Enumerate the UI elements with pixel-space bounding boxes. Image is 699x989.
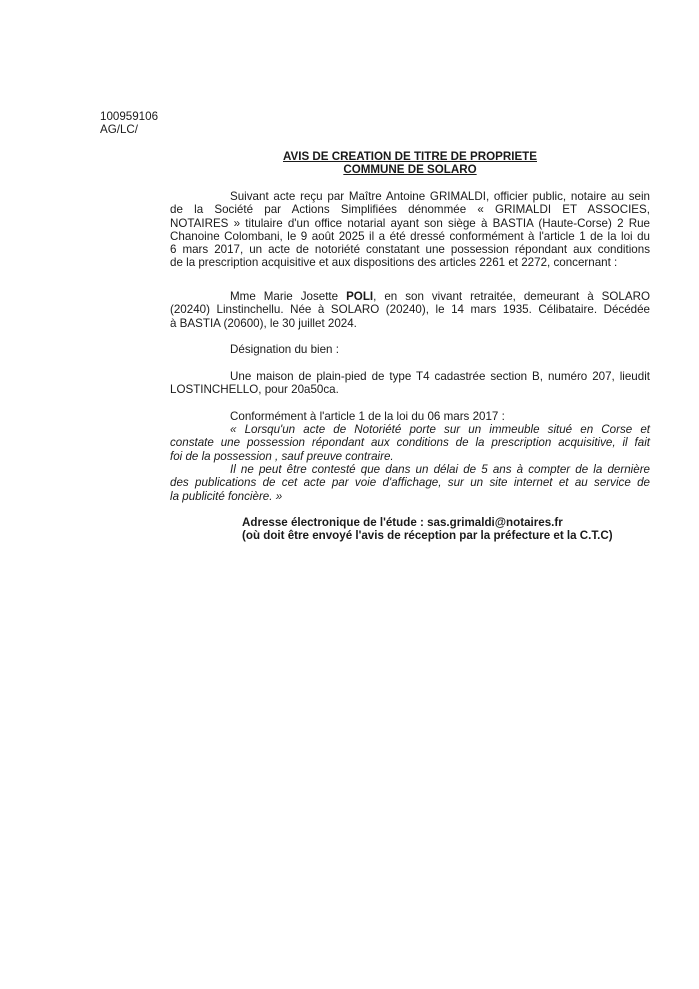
person-paragraph (170, 290, 650, 330)
title-line-1: AVIS DE CREATION DE TITRE DE PROPRIETE (282, 150, 537, 163)
person-line-1 (170, 290, 650, 303)
intro-line: de la prescription acquisitive et aux dispositions des articles 2261 et 2272, concernant : (170, 256, 618, 270)
intro-line: de la Société par Actions Simplifiées dénommée « GRIMALDI ET ASSOCIES, (170, 203, 650, 217)
designation-paragraph (170, 370, 650, 397)
document-title (170, 150, 650, 177)
person-prefix: Mme Marie Josette (230, 290, 347, 303)
reference-block (100, 110, 158, 137)
contact-note-line: (où doit être envoyé l'avis de réception par la préfecture et la C.T.C) (242, 529, 613, 543)
law-intro: Conformément à l'article 1 de la loi du 06 mars 2017 : (230, 410, 505, 423)
reference-initials: AG/LC/ (100, 123, 139, 137)
title-line-2: COMMUNE DE SOLARO (343, 163, 477, 177)
person-line-1-rest: , en son vivant retraitée, demeurant à SOLARO (373, 290, 651, 303)
law-quote-1 (170, 423, 650, 463)
intro-line: NOTAIRES » titulaire d'un office notarial ayant son siège à BASTIA (Haute-Corse) 2 Rue (170, 216, 650, 230)
intro-line: Chanoine Colombani, le 9 août 2025 il a été dressé conformément à l'article 1 de la loi du (170, 229, 650, 243)
intro-line: 6 mars 2017, un acte de notoriété constatant une possession répondant aux conditions (170, 243, 650, 257)
reference-number: 100959106 (100, 110, 159, 123)
quote-line: foi de la possession , sauf preuve contraire. (170, 449, 394, 463)
person-surname: POLI (346, 290, 374, 303)
quote-line: des publications de cet acte par voie d'affichage, sur un site internet et au service de (170, 476, 650, 490)
designation-label: Désignation du bien : (230, 343, 339, 356)
person-line-2: (20240) Linstinchellu. Née à SOLARO (20240), le 14 mars 1935. Célibataire. Décédée (170, 303, 650, 317)
person-line-3: à BASTIA (20600), le 30 juillet 2024. (170, 316, 357, 330)
quote-line: la publicité foncière. » (170, 489, 283, 503)
contact-email-line: Adresse électronique de l'étude : sas.grimaldi@notaires.fr (242, 516, 563, 529)
quote-line: Il ne peut être contesté que dans un délai de 5 ans à compter de la dernière (230, 463, 650, 476)
quote-line: constate une possession répondant aux conditions de la prescription acquisitive, il fait (170, 436, 650, 450)
quote-line: « Lorsqu'un acte de Notoriété porte sur un immeuble situé en Corse et (230, 423, 650, 436)
contact-block (242, 516, 662, 543)
intro-line: Suivant acte reçu par Maître Antoine GRIMALDI, officier public, notaire au sein (230, 190, 650, 203)
designation-line-1: Une maison de plain-pied de type T4 cadastrée section B, numéro 207, lieudit (230, 370, 650, 383)
designation-line-2: LOSTINCHELLO, pour 20a50ca. (170, 383, 339, 397)
law-quote-2 (170, 463, 650, 503)
intro-paragraph (170, 190, 650, 270)
